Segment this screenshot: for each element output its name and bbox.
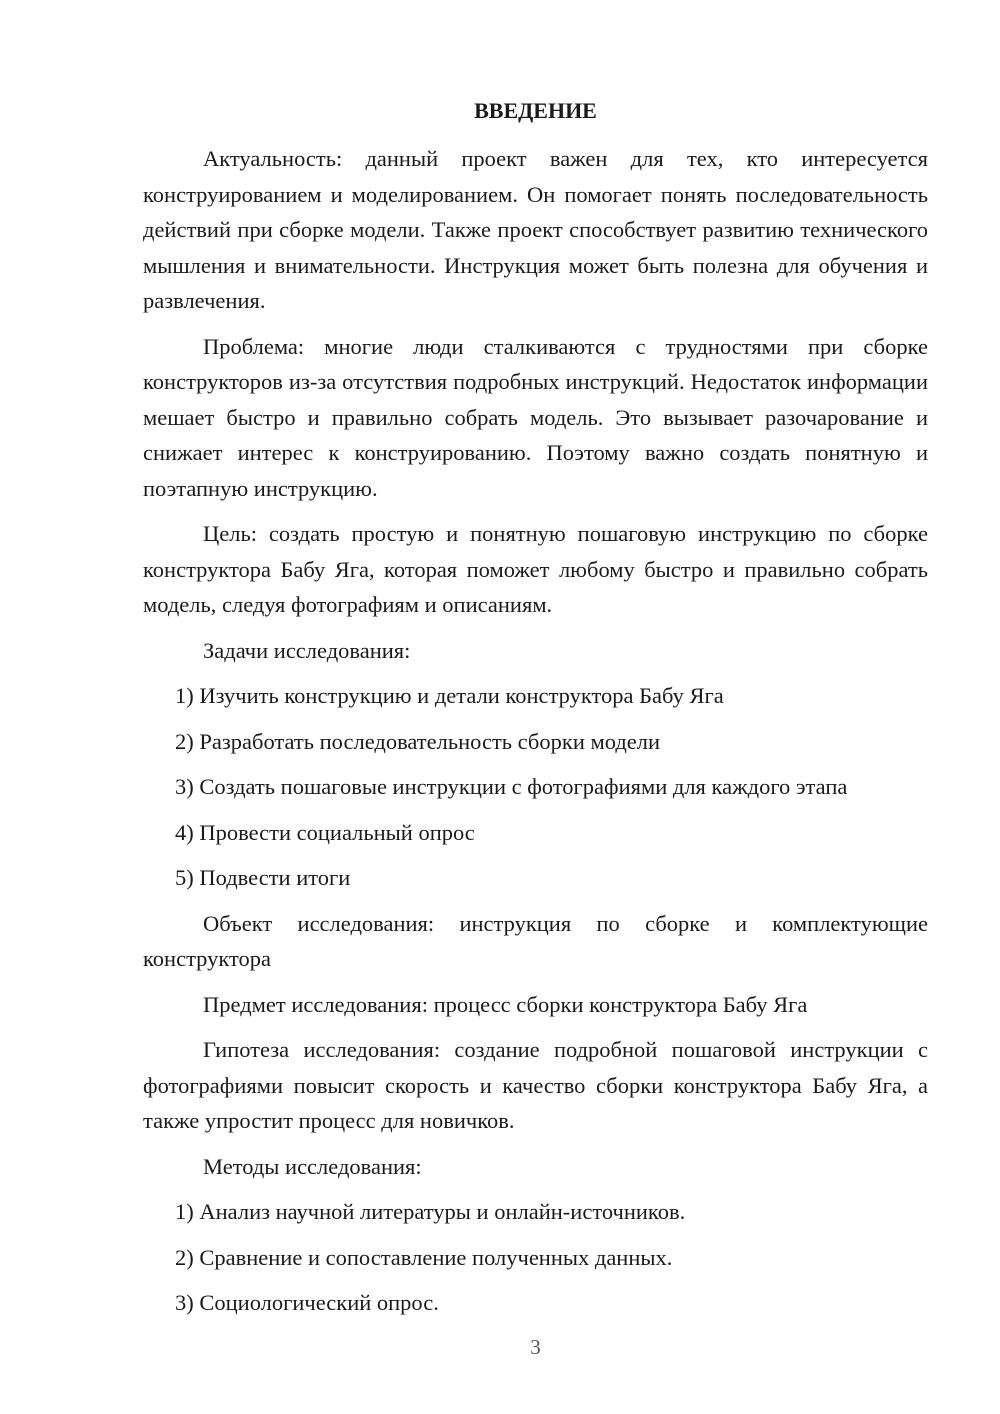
list-item: 2) Сравнение и сопоставление полученных данных. (175, 1244, 673, 1270)
object-paragraph: Объект исследования: инструкция по сборке и комплектующие конструктора (143, 910, 928, 971)
goal-paragraph: Цель: создать простую и понятную пошаговую инструкцию по сборке конструктора Бабу Яга, которая поможет любому быстро и правильно собрать модель, следуя фотографиям и описаниям. (143, 521, 928, 617)
subject-paragraph: Предмет исследования: процесс сборки конструктора Бабу Яга (203, 991, 808, 1017)
list-item: 3) Социологический опрос. (175, 1290, 439, 1315)
list-item: 4) Провести социальный опрос (175, 819, 475, 845)
tasks-heading: Задачи исследования: (203, 637, 411, 663)
page-number: 3 (530, 1335, 541, 1359)
list-item: 3) Создать пошаговые инструкции с фотографиями для каждого этапа (175, 774, 848, 799)
problem-paragraph: Проблема: многие люди сталкиваются с трудностями при сборке конструкторов из-за отсутствия подробных инструкций. Недостаток информации мешает быстро и правильно собрать модель. Это вызывает разочарование и снижает интерес к конструированию. Поэтому важно создать понятную и поэтапную инструкцию. (143, 333, 928, 501)
tasks-list (143, 678, 928, 896)
document-body (143, 141, 928, 1331)
methods-heading: Методы исследования: (203, 1153, 422, 1179)
methods-list (143, 1194, 928, 1321)
list-item: 1) Анализ научной литературы и онлайн-источников. (175, 1199, 686, 1224)
list-item: 5) Подвести итоги (175, 865, 351, 890)
list-item: 2) Разработать последовательность сборки модели (175, 728, 661, 754)
document-page (143, 0, 928, 1414)
list-item: 1) Изучить конструкцию и детали конструктора Бабу Яга (175, 683, 724, 708)
hypothesis-paragraph: Гипотеза исследования: создание подробной пошаговой инструкции с фотографиями повысит скорость и качество сборки конструктора Бабу Яга, а также упростит процесс для новичков. (143, 1037, 928, 1133)
relevance-paragraph: Актуальность: данный проект важен для тех, кто интересуется конструированием и моделированием. Он помогает понять последовательность действий при сборке модели. Также проект способствует развитию технического мышления и внимательности. Инструкция может быть полезна для обучения и развлечения. (143, 146, 928, 313)
page-title: ВВЕДЕНИЕ (474, 98, 597, 123)
